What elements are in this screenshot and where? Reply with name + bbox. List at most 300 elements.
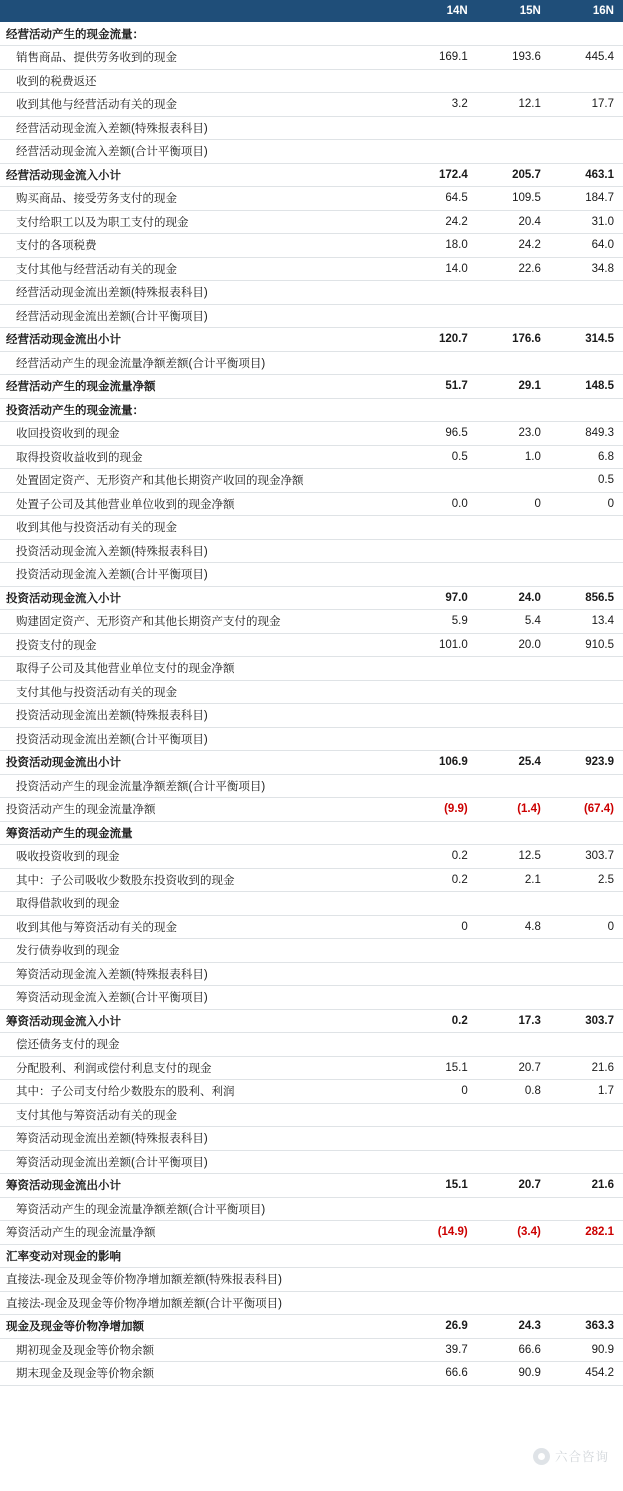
- header-label-col: [0, 0, 404, 22]
- row-value-14n: [404, 727, 477, 751]
- row-label: 投资活动现金流出差额(特殊报表科目): [0, 704, 404, 728]
- row-value-14n: [404, 304, 477, 328]
- row-value-15n: 29.1: [477, 375, 550, 399]
- row-value-15n: [477, 727, 550, 751]
- row-value-16n: [550, 1103, 623, 1127]
- row-value-16n: [550, 22, 623, 46]
- row-value-14n: [404, 986, 477, 1010]
- row-label: 投资活动现金流出差额(合计平衡项目): [0, 727, 404, 751]
- row-label: 期末现金及现金等价物余额: [0, 1362, 404, 1386]
- row-value-15n: 20.7: [477, 1174, 550, 1198]
- row-value-15n: [477, 1197, 550, 1221]
- row-value-14n: 97.0: [404, 586, 477, 610]
- row-value-14n: [404, 657, 477, 681]
- row-value-15n: (1.4): [477, 798, 550, 822]
- row-value-16n: [550, 704, 623, 728]
- row-value-15n: 5.4: [477, 610, 550, 634]
- row-label: 偿还债务支付的现金: [0, 1033, 404, 1057]
- row-value-14n: 96.5: [404, 422, 477, 446]
- table-row: [0, 1362, 623, 1386]
- table-row: [0, 375, 623, 399]
- row-value-14n: 106.9: [404, 751, 477, 775]
- row-value-16n: [550, 962, 623, 986]
- table-row: [0, 704, 623, 728]
- row-value-15n: [477, 351, 550, 375]
- row-value-14n: 3.2: [404, 93, 477, 117]
- table-row: [0, 845, 623, 869]
- row-label: 分配股利、利润或偿付利息支付的现金: [0, 1056, 404, 1080]
- table-row: [0, 633, 623, 657]
- table-row: [0, 69, 623, 93]
- row-value-15n: [477, 469, 550, 493]
- row-value-16n: [550, 1244, 623, 1268]
- row-label: 筹资活动现金流入差额(合计平衡项目): [0, 986, 404, 1010]
- row-value-16n: 463.1: [550, 163, 623, 187]
- row-label: 经营活动产生的现金流量净额差额(合计平衡项目): [0, 351, 404, 375]
- table-row: [0, 751, 623, 775]
- row-value-14n: 51.7: [404, 375, 477, 399]
- row-value-16n: 21.6: [550, 1174, 623, 1198]
- row-value-16n: 6.8: [550, 445, 623, 469]
- row-value-15n: 23.0: [477, 422, 550, 446]
- row-label: 收到其他与筹资活动有关的现金: [0, 915, 404, 939]
- table-row: [0, 187, 623, 211]
- row-label: 投资支付的现金: [0, 633, 404, 657]
- row-value-16n: 303.7: [550, 1009, 623, 1033]
- row-label: 筹资活动现金流出差额(合计平衡项目): [0, 1150, 404, 1174]
- row-value-15n: [477, 1033, 550, 1057]
- row-value-15n: [477, 1127, 550, 1151]
- row-value-16n: 34.8: [550, 257, 623, 281]
- row-value-15n: 4.8: [477, 915, 550, 939]
- row-value-15n: 109.5: [477, 187, 550, 211]
- row-label: 投资活动产生的现金流量净额: [0, 798, 404, 822]
- row-value-14n: 15.1: [404, 1174, 477, 1198]
- row-value-14n: [404, 680, 477, 704]
- row-value-14n: 26.9: [404, 1315, 477, 1339]
- row-label: 经营活动现金流入小计: [0, 163, 404, 187]
- row-value-16n: 0: [550, 915, 623, 939]
- table-row: [0, 563, 623, 587]
- row-value-14n: [404, 516, 477, 540]
- row-value-16n: (67.4): [550, 798, 623, 822]
- row-value-15n: [477, 563, 550, 587]
- row-value-15n: [477, 22, 550, 46]
- row-value-14n: [404, 1103, 477, 1127]
- row-value-15n: [477, 1244, 550, 1268]
- table-row: [0, 304, 623, 328]
- table-row: [0, 915, 623, 939]
- row-value-14n: [404, 1197, 477, 1221]
- row-value-14n: 120.7: [404, 328, 477, 352]
- row-value-14n: 18.0: [404, 234, 477, 258]
- row-value-15n: [477, 962, 550, 986]
- row-value-14n: [404, 69, 477, 93]
- row-value-16n: 148.5: [550, 375, 623, 399]
- table-row: [0, 328, 623, 352]
- row-value-16n: [550, 939, 623, 963]
- table-row: [0, 1268, 623, 1292]
- table-row: [0, 821, 623, 845]
- table-row: [0, 351, 623, 375]
- row-value-15n: [477, 304, 550, 328]
- table-row: [0, 727, 623, 751]
- row-label: 筹资活动现金流入差额(特殊报表科目): [0, 962, 404, 986]
- row-value-15n: 66.6: [477, 1338, 550, 1362]
- table-row: [0, 1174, 623, 1198]
- row-label: 吸收投资收到的现金: [0, 845, 404, 869]
- row-value-14n: [404, 1127, 477, 1151]
- row-value-15n: 25.4: [477, 751, 550, 775]
- row-value-16n: [550, 657, 623, 681]
- table-row: [0, 46, 623, 70]
- row-value-15n: [477, 939, 550, 963]
- row-label: 其中：子公司吸收少数股东投资收到的现金: [0, 868, 404, 892]
- row-value-14n: [404, 469, 477, 493]
- row-value-16n: [550, 680, 623, 704]
- row-label: 直接法-现金及现金等价物净增加额差额(合计平衡项目): [0, 1291, 404, 1315]
- row-value-16n: [550, 69, 623, 93]
- row-value-14n: 0: [404, 915, 477, 939]
- row-label: 投资活动现金流入差额(特殊报表科目): [0, 539, 404, 563]
- row-value-16n: [550, 1150, 623, 1174]
- row-value-15n: 12.5: [477, 845, 550, 869]
- table-row: [0, 422, 623, 446]
- row-value-15n: [477, 140, 550, 164]
- row-label: 经营活动现金流出小计: [0, 328, 404, 352]
- row-value-14n: 172.4: [404, 163, 477, 187]
- row-label: 收到的税费返还: [0, 69, 404, 93]
- row-value-16n: [550, 351, 623, 375]
- row-value-14n: (9.9): [404, 798, 477, 822]
- row-value-16n: 445.4: [550, 46, 623, 70]
- row-label: 收到其他与投资活动有关的现金: [0, 516, 404, 540]
- table-row: [0, 163, 623, 187]
- row-label: 取得投资收益收到的现金: [0, 445, 404, 469]
- row-value-15n: [477, 1103, 550, 1127]
- table-row: [0, 140, 623, 164]
- header-col-15n: 15N: [477, 0, 550, 22]
- table-row: [0, 610, 623, 634]
- row-label: 投资活动产生的现金流量：: [0, 398, 404, 422]
- row-label: 取得子公司及其他营业单位支付的现金净额: [0, 657, 404, 681]
- row-value-14n: 0.2: [404, 868, 477, 892]
- table-row: [0, 210, 623, 234]
- table-row: [0, 445, 623, 469]
- row-value-14n: 169.1: [404, 46, 477, 70]
- row-value-16n: 923.9: [550, 751, 623, 775]
- row-value-16n: 17.7: [550, 93, 623, 117]
- table-row: [0, 1127, 623, 1151]
- table-row: [0, 281, 623, 305]
- row-value-15n: (3.4): [477, 1221, 550, 1245]
- row-label: 经营活动现金流入差额(合计平衡项目): [0, 140, 404, 164]
- row-value-15n: [477, 516, 550, 540]
- row-value-16n: 184.7: [550, 187, 623, 211]
- row-value-16n: 31.0: [550, 210, 623, 234]
- row-value-16n: 910.5: [550, 633, 623, 657]
- row-value-14n: [404, 939, 477, 963]
- row-label: 收到其他与经营活动有关的现金: [0, 93, 404, 117]
- row-value-14n: 14.0: [404, 257, 477, 281]
- row-value-16n: [550, 1033, 623, 1057]
- table-row: [0, 516, 623, 540]
- row-value-16n: [550, 304, 623, 328]
- row-value-14n: 15.1: [404, 1056, 477, 1080]
- row-label: 投资活动现金流入差额(合计平衡项目): [0, 563, 404, 587]
- header-col-14n: 14N: [404, 0, 477, 22]
- row-label: 购买商品、接受劳务支付的现金: [0, 187, 404, 211]
- row-value-14n: 0.2: [404, 1009, 477, 1033]
- row-value-16n: [550, 563, 623, 587]
- row-label: 其中：子公司支付给少数股东的股利、利润: [0, 1080, 404, 1104]
- row-label: 投资活动现金流入小计: [0, 586, 404, 610]
- row-value-16n: 0: [550, 492, 623, 516]
- row-label: 经营活动产生的现金流量：: [0, 22, 404, 46]
- row-label: 经营活动现金流出差额(合计平衡项目): [0, 304, 404, 328]
- row-value-15n: 24.0: [477, 586, 550, 610]
- row-value-16n: 282.1: [550, 1221, 623, 1245]
- row-value-14n: [404, 539, 477, 563]
- row-value-15n: [477, 1150, 550, 1174]
- row-value-14n: 39.7: [404, 1338, 477, 1362]
- row-value-15n: [477, 704, 550, 728]
- row-value-15n: 90.9: [477, 1362, 550, 1386]
- row-value-15n: 176.6: [477, 328, 550, 352]
- table-row: [0, 1315, 623, 1339]
- row-value-14n: [404, 821, 477, 845]
- row-value-16n: [550, 1291, 623, 1315]
- row-value-14n: [404, 892, 477, 916]
- row-label: 筹资活动现金流出小计: [0, 1174, 404, 1198]
- row-label: 支付其他与经营活动有关的现金: [0, 257, 404, 281]
- row-value-15n: 2.1: [477, 868, 550, 892]
- row-label: 支付其他与筹资活动有关的现金: [0, 1103, 404, 1127]
- header-row: [0, 0, 623, 22]
- row-value-16n: [550, 116, 623, 140]
- row-value-14n: [404, 116, 477, 140]
- row-value-14n: [404, 140, 477, 164]
- row-value-16n: 0.5: [550, 469, 623, 493]
- row-value-16n: [550, 1127, 623, 1151]
- row-label: 发行债券收到的现金: [0, 939, 404, 963]
- row-value-16n: 454.2: [550, 1362, 623, 1386]
- row-label: 收回投资收到的现金: [0, 422, 404, 446]
- row-value-15n: 22.6: [477, 257, 550, 281]
- row-value-16n: 1.7: [550, 1080, 623, 1104]
- table-row: [0, 892, 623, 916]
- row-label: 处置固定资产、无形资产和其他长期资产收回的现金净额: [0, 469, 404, 493]
- row-value-16n: 2.5: [550, 868, 623, 892]
- row-value-15n: [477, 1268, 550, 1292]
- row-value-16n: 303.7: [550, 845, 623, 869]
- row-label: 经营活动现金流入差额(特殊报表科目): [0, 116, 404, 140]
- row-label: 汇率变动对现金的影响: [0, 1244, 404, 1268]
- table-row: [0, 962, 623, 986]
- table-row: [0, 939, 623, 963]
- row-label: 投资活动产生的现金流量净额差额(合计平衡项目): [0, 774, 404, 798]
- table-row: [0, 398, 623, 422]
- table-body: [0, 22, 623, 1385]
- row-value-14n: [404, 962, 477, 986]
- row-value-15n: [477, 821, 550, 845]
- row-value-16n: [550, 727, 623, 751]
- header-col-16n: 16N: [550, 0, 623, 22]
- table-row: [0, 469, 623, 493]
- row-value-15n: [477, 986, 550, 1010]
- row-value-14n: 24.2: [404, 210, 477, 234]
- row-value-14n: [404, 1244, 477, 1268]
- row-label: 筹资活动产生的现金流量净额: [0, 1221, 404, 1245]
- table-row: [0, 1221, 623, 1245]
- row-value-16n: 849.3: [550, 422, 623, 446]
- row-value-16n: [550, 140, 623, 164]
- row-value-15n: 0: [477, 492, 550, 516]
- table-row: [0, 1150, 623, 1174]
- table-row: [0, 657, 623, 681]
- row-label: 经营活动现金流出差额(特殊报表科目): [0, 281, 404, 305]
- row-value-16n: [550, 516, 623, 540]
- row-value-14n: 0.5: [404, 445, 477, 469]
- table-row: [0, 1291, 623, 1315]
- table-row: [0, 1197, 623, 1221]
- row-label: 取得借款收到的现金: [0, 892, 404, 916]
- row-value-15n: [477, 774, 550, 798]
- row-value-15n: [477, 69, 550, 93]
- row-value-14n: [404, 281, 477, 305]
- table-row: [0, 986, 623, 1010]
- row-value-15n: 24.2: [477, 234, 550, 258]
- row-value-16n: 13.4: [550, 610, 623, 634]
- row-value-15n: 193.6: [477, 46, 550, 70]
- table-row: [0, 680, 623, 704]
- row-value-14n: [404, 1268, 477, 1292]
- row-value-16n: 314.5: [550, 328, 623, 352]
- row-value-16n: 856.5: [550, 586, 623, 610]
- row-value-14n: [404, 351, 477, 375]
- row-value-14n: 5.9: [404, 610, 477, 634]
- row-value-15n: [477, 892, 550, 916]
- table-row: [0, 539, 623, 563]
- table-row: [0, 868, 623, 892]
- row-value-14n: [404, 563, 477, 587]
- table-row: [0, 492, 623, 516]
- watermark: [533, 1447, 609, 1465]
- row-label: 支付其他与投资活动有关的现金: [0, 680, 404, 704]
- row-value-16n: 64.0: [550, 234, 623, 258]
- row-label: 购建固定资产、无形资产和其他长期资产支付的现金: [0, 610, 404, 634]
- row-value-14n: (14.9): [404, 1221, 477, 1245]
- row-label: 现金及现金等价物净增加额: [0, 1315, 404, 1339]
- row-label: 处置子公司及其他营业单位收到的现金净额: [0, 492, 404, 516]
- table-row: [0, 798, 623, 822]
- row-value-15n: [477, 116, 550, 140]
- row-value-15n: [477, 539, 550, 563]
- row-value-15n: [477, 657, 550, 681]
- row-label: 筹资活动现金流入小计: [0, 1009, 404, 1033]
- row-value-16n: [550, 1268, 623, 1292]
- row-value-15n: [477, 281, 550, 305]
- row-value-16n: [550, 821, 623, 845]
- row-value-15n: 20.0: [477, 633, 550, 657]
- table-row: [0, 1244, 623, 1268]
- table-row: [0, 93, 623, 117]
- row-value-15n: 20.7: [477, 1056, 550, 1080]
- row-label: 投资活动现金流出小计: [0, 751, 404, 775]
- row-value-14n: [404, 1291, 477, 1315]
- row-label: 直接法-现金及现金等价物净增加额差额(特殊报表科目): [0, 1268, 404, 1292]
- row-value-14n: 64.5: [404, 187, 477, 211]
- table-row: [0, 1056, 623, 1080]
- row-value-15n: [477, 398, 550, 422]
- row-value-15n: 17.3: [477, 1009, 550, 1033]
- row-value-16n: [550, 986, 623, 1010]
- table-row: [0, 774, 623, 798]
- row-value-14n: 0.2: [404, 845, 477, 869]
- row-label: 经营活动产生的现金流量净额: [0, 375, 404, 399]
- row-value-15n: 205.7: [477, 163, 550, 187]
- row-value-14n: 101.0: [404, 633, 477, 657]
- row-value-14n: 66.6: [404, 1362, 477, 1386]
- row-value-14n: [404, 774, 477, 798]
- row-value-14n: [404, 1033, 477, 1057]
- row-value-15n: 1.0: [477, 445, 550, 469]
- row-label: 支付给职工以及为职工支付的现金: [0, 210, 404, 234]
- row-value-16n: [550, 774, 623, 798]
- table-row: [0, 1080, 623, 1104]
- row-value-16n: [550, 1197, 623, 1221]
- row-value-16n: [550, 539, 623, 563]
- row-value-15n: 12.1: [477, 93, 550, 117]
- row-value-14n: 0: [404, 1080, 477, 1104]
- row-value-15n: [477, 680, 550, 704]
- table-header: [0, 0, 623, 22]
- table-row: [0, 257, 623, 281]
- row-value-16n: [550, 892, 623, 916]
- row-value-14n: [404, 398, 477, 422]
- row-value-14n: [404, 22, 477, 46]
- row-value-15n: 20.4: [477, 210, 550, 234]
- row-value-14n: [404, 1150, 477, 1174]
- row-label: 销售商品、提供劳务收到的现金: [0, 46, 404, 70]
- row-value-14n: 0.0: [404, 492, 477, 516]
- row-value-16n: [550, 281, 623, 305]
- row-label: 筹资活动现金流出差额(特殊报表科目): [0, 1127, 404, 1151]
- row-value-15n: 0.8: [477, 1080, 550, 1104]
- row-value-16n: 90.9: [550, 1338, 623, 1362]
- table-row: [0, 1103, 623, 1127]
- row-label: 支付的各项税费: [0, 234, 404, 258]
- table-row: [0, 1033, 623, 1057]
- table-row: [0, 234, 623, 258]
- row-value-16n: [550, 398, 623, 422]
- table-row: [0, 22, 623, 46]
- row-label: 筹资活动产生的现金流量: [0, 821, 404, 845]
- table-row: [0, 1338, 623, 1362]
- row-value-16n: 21.6: [550, 1056, 623, 1080]
- row-value-14n: [404, 704, 477, 728]
- table-row: [0, 586, 623, 610]
- circle-logo-icon: [533, 1448, 550, 1465]
- table-row: [0, 116, 623, 140]
- row-label: 期初现金及现金等价物余额: [0, 1338, 404, 1362]
- row-value-16n: 363.3: [550, 1315, 623, 1339]
- row-label: 筹资活动产生的现金流量净额差额(合计平衡项目): [0, 1197, 404, 1221]
- table-row: [0, 1009, 623, 1033]
- row-value-15n: [477, 1291, 550, 1315]
- row-value-15n: 24.3: [477, 1315, 550, 1339]
- watermark-label: 六合咨询: [554, 1450, 609, 1464]
